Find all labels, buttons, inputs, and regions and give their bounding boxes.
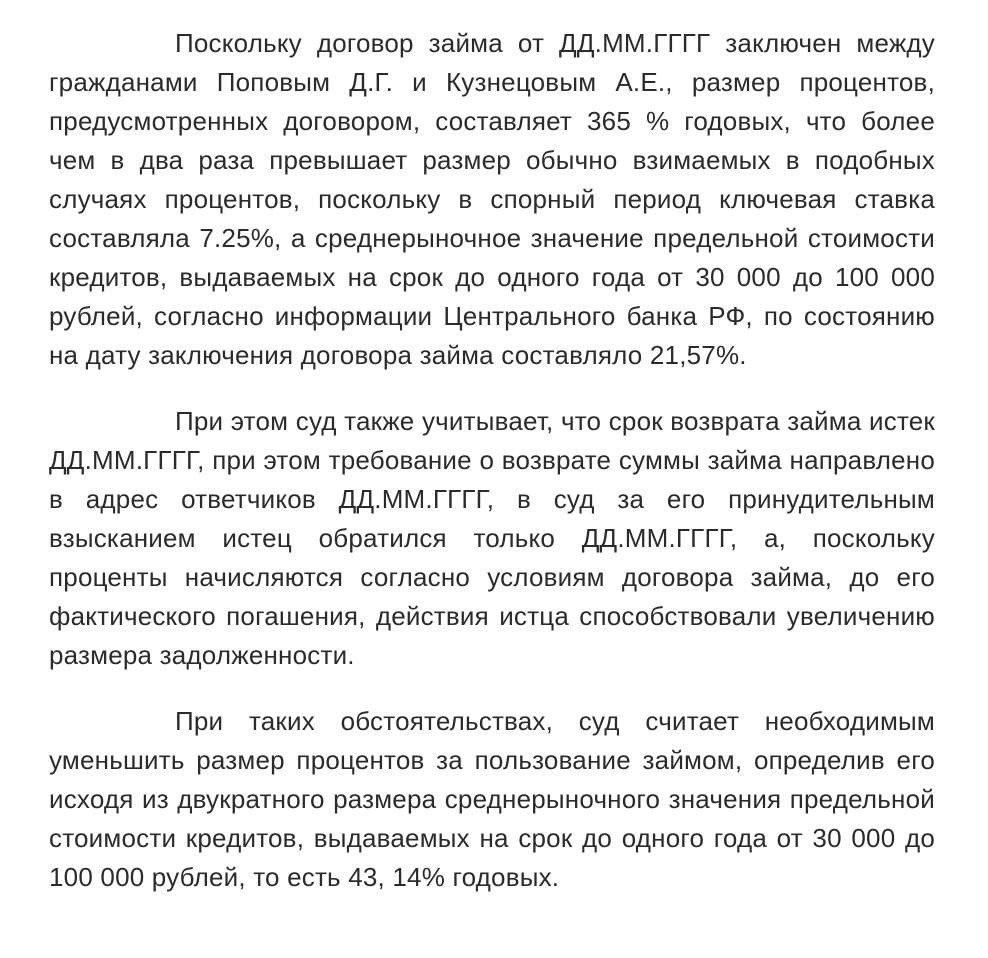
paragraph-1: Поскольку договор займа от ДД.ММ.ГГГГ заключен между гражданами Поповым Д.Г. и Кузнецовым А.Е., размер процентов, предусмотренных договором, составляет 365 % годовых, что более чем в два раза превышает размер обычно взимаемых в подобных случаях процентов, поскольку в спорный период ключевая ставка составляла 7.25%, а среднерыночное значение предельной стоимости кредитов, выдаваемых на срок до одного года от 30 000 до 100 000 рублей, согласно информации Центрального банка РФ, по состоянию на дату заключения договора займа составляло 21,57%. xyxy=(49,28,935,370)
paragraph-2: При этом суд также учитывает, что срок возврата займа истек ДД.ММ.ГГГГ, при этом требование о возврате суммы займа направлено в адрес ответчиков ДД.ММ.ГГГГ, в суд за его принудительным взысканием истец обратился только ДД.ММ.ГГГГ, а, поскольку проценты начисляются согласно условиям договора займа, до его фактического погашения, действия истца способствовали увеличению размера задолженности. xyxy=(49,406,935,670)
paragraph-3: При таких обстоятельствах, суд считает необходимым уменьшить размер процентов за пользование займом, определив его исходя из двукратного размера среднерыночного значения предельной стоимости кредитов, выдаваемых на срок до одного года от 30 000 до 100 000 рублей, то есть 43, 14% годовых. xyxy=(49,706,935,892)
document-body xyxy=(49,24,935,897)
